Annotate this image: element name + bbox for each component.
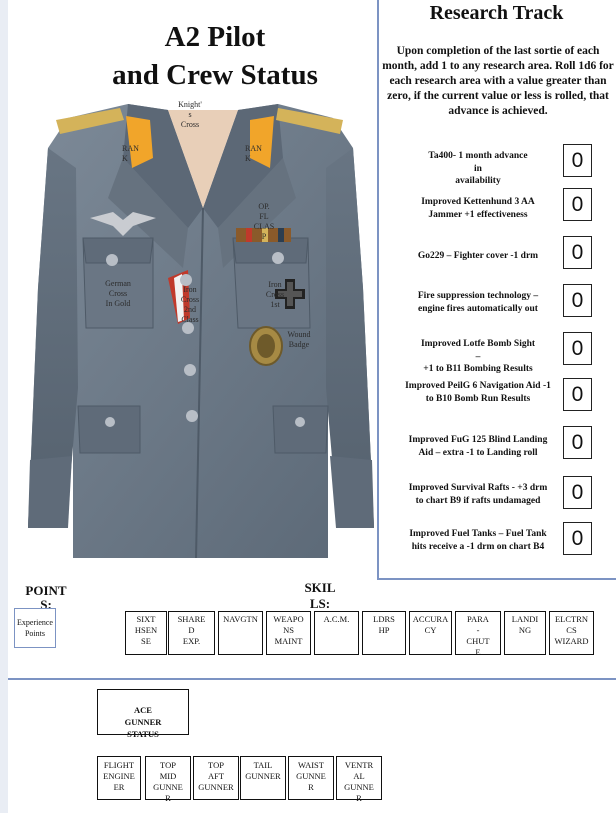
- page-title: A2 Pilot and Crew Status: [112, 21, 318, 91]
- iron-cross-1st-label: Iron Cross 1st: [265, 280, 285, 309]
- skill-box[interactable]: ELCTRN CS WIZARD: [549, 611, 594, 655]
- research-item-label: Ta400- 1 month advance in availability: [428, 151, 528, 186]
- research-item-label: Improved Fuel Tanks – Fuel Tank hits receive a -1 drm on chart B4: [409, 529, 547, 552]
- skill-box[interactable]: WEAPO NS MAINT: [266, 611, 311, 655]
- research-value-box[interactable]: 0: [563, 522, 592, 555]
- research-item-label: Improved PeilG 6 Navigation Aid -1 to B10 Bomb Run Results: [405, 381, 551, 404]
- research-item-label: Fire suppression technology – engine fires automatically out: [417, 291, 539, 314]
- research-value-box[interactable]: 0: [563, 144, 592, 177]
- experience-points-label: Experience Points: [17, 618, 53, 638]
- research-value-box[interactable]: 0: [563, 426, 592, 459]
- skill-box[interactable]: LDRS HP: [362, 611, 406, 655]
- skill-box[interactable]: PARA - CHUT E: [455, 611, 501, 655]
- research-value-box[interactable]: 0: [563, 284, 592, 317]
- research-intro: Upon completion of the last sortie of each month, add 1 to any research area. Roll 1d6 for each research area with a value greater than zero, if the current value or less is rolled, that advance is achieved.: [382, 45, 614, 117]
- ace-gunner-position-box[interactable]: TOP MID GUNNE R: [145, 756, 191, 800]
- wound-badge-label: Wound Badge: [287, 330, 311, 349]
- skill-box[interactable]: A.C.M.: [314, 611, 359, 655]
- research-value-box[interactable]: 0: [563, 332, 592, 365]
- ace-gunner-status-box: ACE GUNNER STATUS: [97, 689, 189, 735]
- rank-label-right: RAN K: [245, 144, 262, 163]
- rank-label-left: RAN K: [122, 144, 139, 163]
- ace-gunner-position-box[interactable]: VENTR AL GUNNE R: [336, 756, 382, 800]
- ace-gunner-position-box[interactable]: TAIL GUNNER: [240, 756, 286, 800]
- iron-cross-2nd-label: Iron Cross 2nd Class: [180, 285, 200, 324]
- ace-gunner-position-box[interactable]: WAIST GUNNE R: [288, 756, 334, 800]
- skill-box[interactable]: SHARE D EXP.: [168, 611, 215, 655]
- skill-box[interactable]: NAVGTN: [218, 611, 263, 655]
- research-value-box[interactable]: 0: [563, 188, 592, 221]
- points-label: POINT S:: [25, 583, 67, 612]
- research-item-label: Go229 – Fighter cover -1 drm: [417, 251, 539, 261]
- left-margin: [0, 0, 8, 813]
- op-fl-clasp-label: OP. FL CLAS P: [253, 202, 275, 241]
- skill-box[interactable]: SIXT HSEN SE: [125, 611, 167, 655]
- research-value-box[interactable]: 0: [563, 378, 592, 411]
- research-item-label: Improved Kettenhund 3 AA Jammer +1 effectiveness: [421, 197, 535, 220]
- research-item-label: Improved Lotfe Bomb Sight – +1 to B11 Bombing Results: [420, 339, 536, 374]
- research-title: Research Track: [429, 2, 564, 24]
- section-divider: [8, 678, 616, 680]
- ace-gunner-position-box[interactable]: TOP AFT GUNNER: [193, 756, 239, 800]
- knights-cross-label: Knight' s Cross: [178, 100, 202, 129]
- research-item-label: Improved Survival Rafts - +3 drm to chart B9 if rafts undamaged: [408, 483, 548, 506]
- german-cross-label: German Cross In Gold: [105, 279, 131, 308]
- skill-box[interactable]: LANDI NG: [504, 611, 546, 655]
- ace-gunner-position-box[interactable]: FLIGHT ENGINE ER: [97, 756, 141, 800]
- experience-points-box[interactable]: [14, 608, 56, 648]
- research-value-box[interactable]: 0: [563, 476, 592, 509]
- skills-label: SKIL LS:: [304, 580, 336, 611]
- skill-box[interactable]: ACCURA CY: [409, 611, 452, 655]
- research-value-box[interactable]: 0: [563, 236, 592, 269]
- research-item-label: Improved FuG 125 Blind Landing Aid – extra -1 to Landing roll: [408, 435, 548, 458]
